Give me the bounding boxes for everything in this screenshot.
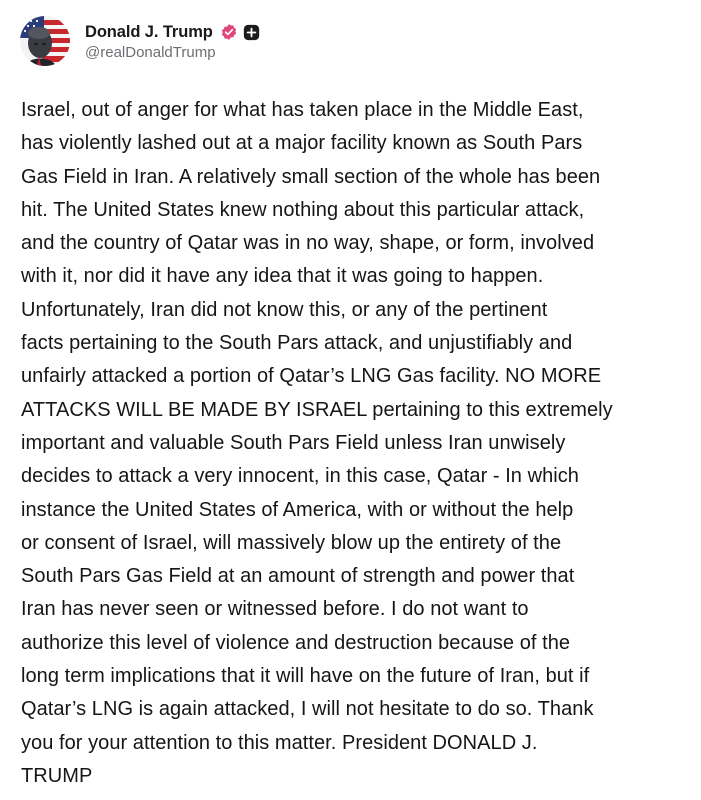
post-header	[20, 14, 260, 68]
post-body-line: unfairly attacked a portion of Qatar’s LNG Gas facility. NO MORE	[21, 365, 602, 388]
post-body-line: Iran has never seen or witnessed before. I do not want to	[21, 598, 529, 621]
post-body-line: you for your attention to this matter. President DONALD J.	[21, 731, 538, 754]
name-row	[85, 21, 260, 43]
post-body-line: long term implications that it will have on the future of Iran, but if	[21, 665, 590, 688]
post-body-line: Israel, out of anger for what has taken place in the Middle East,	[21, 99, 584, 121]
author-display-name[interactable]: Donald J. Trump	[85, 22, 213, 41]
post-body-line: Gas Field in Iran. A relatively small section of the whole has been	[21, 165, 601, 188]
post-body-line: TRUMP	[21, 764, 93, 787]
post-body-line: with it, nor did it have any idea that it was going to happen.	[21, 265, 544, 288]
post-body-line: facts pertaining to the South Pars attack, and unjustifiably and	[21, 332, 573, 355]
post-body-line: South Pars Gas Field at an amount of strength and power that	[21, 565, 575, 588]
post-body-line: decides to attack a very innocent, in this case, Qatar - In which	[21, 465, 579, 488]
plus-follow-icon[interactable]	[243, 24, 260, 41]
avatar[interactable]	[20, 16, 70, 66]
post-body-line: authorize this level of violence and destruction because of the	[21, 631, 571, 654]
post-body-line: important and valuable South Pars Field unless Iran unwisely	[21, 431, 566, 454]
post-body-line: or consent of Israel, will massively blow up the entirety of the	[21, 531, 562, 554]
author-identity	[85, 21, 260, 61]
post-body-text	[21, 94, 691, 793]
author-handle[interactable]: @realDonaldTrump	[85, 44, 216, 61]
post-body-line: Unfortunately, Iran did not know this, or any of the pertinent	[21, 298, 548, 321]
avatar-image	[20, 16, 70, 66]
post-body-line: and the country of Qatar was in no way, shape, or form, involved	[21, 232, 595, 255]
post-body-line: hit. The United States knew nothing about this particular attack,	[21, 198, 585, 221]
post-body-line: Qatar’s LNG is again attacked, I will not hesitate to do so. Thank	[21, 698, 594, 721]
post-body-line: has violently lashed out at a major facility known as South Pars	[21, 132, 583, 155]
verified-badge-icon	[220, 23, 238, 41]
post-body-line: instance the United States of America, with or without the help	[21, 498, 574, 521]
post-body-line: ATTACKS WILL BE MADE BY ISRAEL pertaining to this extremely	[21, 398, 613, 421]
